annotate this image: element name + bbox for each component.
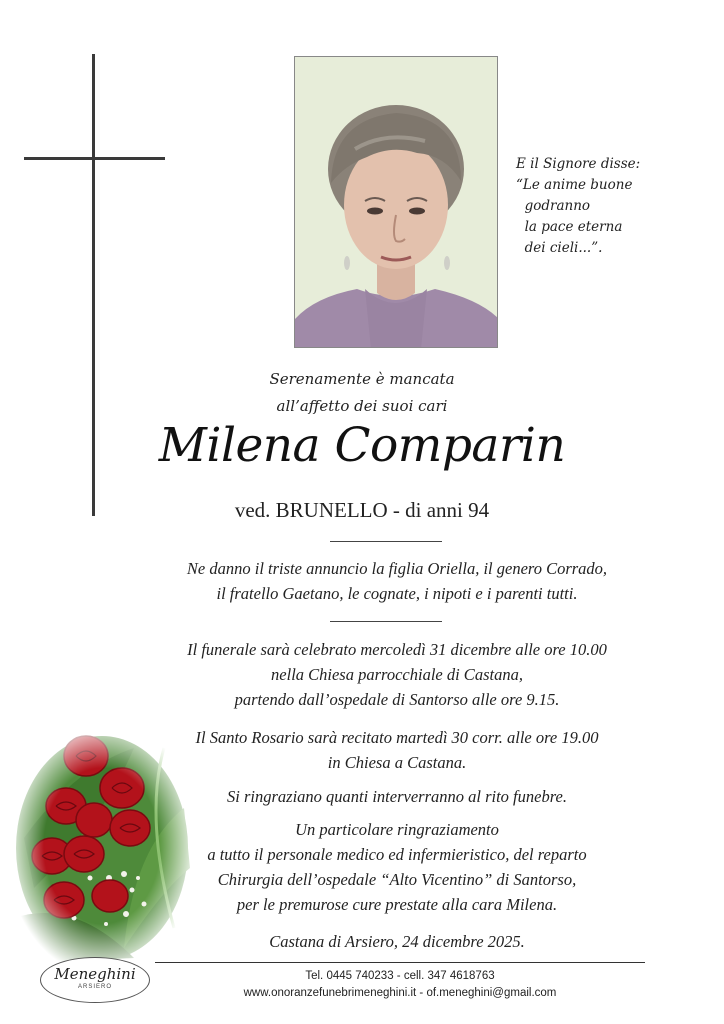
intro-line-2: all’affetto dei suoi cari — [276, 397, 448, 415]
announcement-line: Ne danno il triste annuncio la figlia Oriella, il genero Corrado, — [186, 559, 608, 578]
roses-bouquet-image — [14, 728, 190, 964]
divider-1 — [330, 541, 442, 542]
logo-name: Meneghini — [54, 965, 136, 983]
cross-horizontal-bar — [24, 157, 165, 160]
footer-contacts: Tel. 0445 740233 - cell. 347 4618763 — [305, 970, 495, 982]
announcement-line: il fratello Gaetano, le cognate, i nipoti e i parenti tutti. — [216, 584, 578, 603]
special-thanks-line: per le premurose cure prestate alla cara Milena. — [236, 895, 558, 914]
special-thanks-line: a tutto il personale medico ed infermieristico, del reparto — [207, 845, 587, 864]
rosary-line: Il Santo Rosario sarà recitato martedì 30 corr. alle ore 19.00 — [195, 728, 599, 747]
special-thanks-line: Chirurgia dell’ospedale “Alto Vicentino” di Santorso, — [217, 870, 577, 889]
deceased-name: Milena Comparin — [158, 418, 566, 473]
meneghini-logo — [40, 957, 150, 1003]
announcement-block — [80, 556, 714, 606]
funeral-line: partendo dall’ospedale di Santorso alle ore 9.15. — [234, 690, 560, 709]
logo-sub: ARSIERO — [77, 984, 112, 990]
funeral-line: nella Chiesa parrocchiale di Castana, — [271, 665, 523, 684]
thanks-line: Si ringraziano quanti interverranno al rito funebre. — [227, 787, 567, 806]
footer-web-email: www.onoranzefunebrimeneghini.it - of.meneghini@gmail.com — [243, 987, 557, 999]
portrait-photo — [294, 56, 498, 348]
footer-divider — [155, 962, 645, 963]
divider-2 — [330, 621, 442, 622]
place-date: Castana di Arsiero, 24 dicembre 2025. — [269, 932, 525, 951]
funeral-block — [80, 637, 714, 712]
rosary-line: in Chiesa a Castana. — [327, 753, 467, 772]
deceased-subtitle: ved. BRUNELLO - di anni 94 — [234, 498, 490, 522]
intro-line-1: Serenamente è mancata — [269, 370, 455, 388]
special-thanks-line: Un particolare ringraziamento — [295, 820, 499, 839]
funeral-line: Il funerale sarà celebrato mercoledì 31 dicembre alle ore 10.00 — [187, 640, 607, 659]
bible-quote: E il Signore disse: “Le anime buone godranno la pace eterna dei cieli...”. — [516, 156, 641, 256]
portrait-illustration — [295, 57, 498, 348]
